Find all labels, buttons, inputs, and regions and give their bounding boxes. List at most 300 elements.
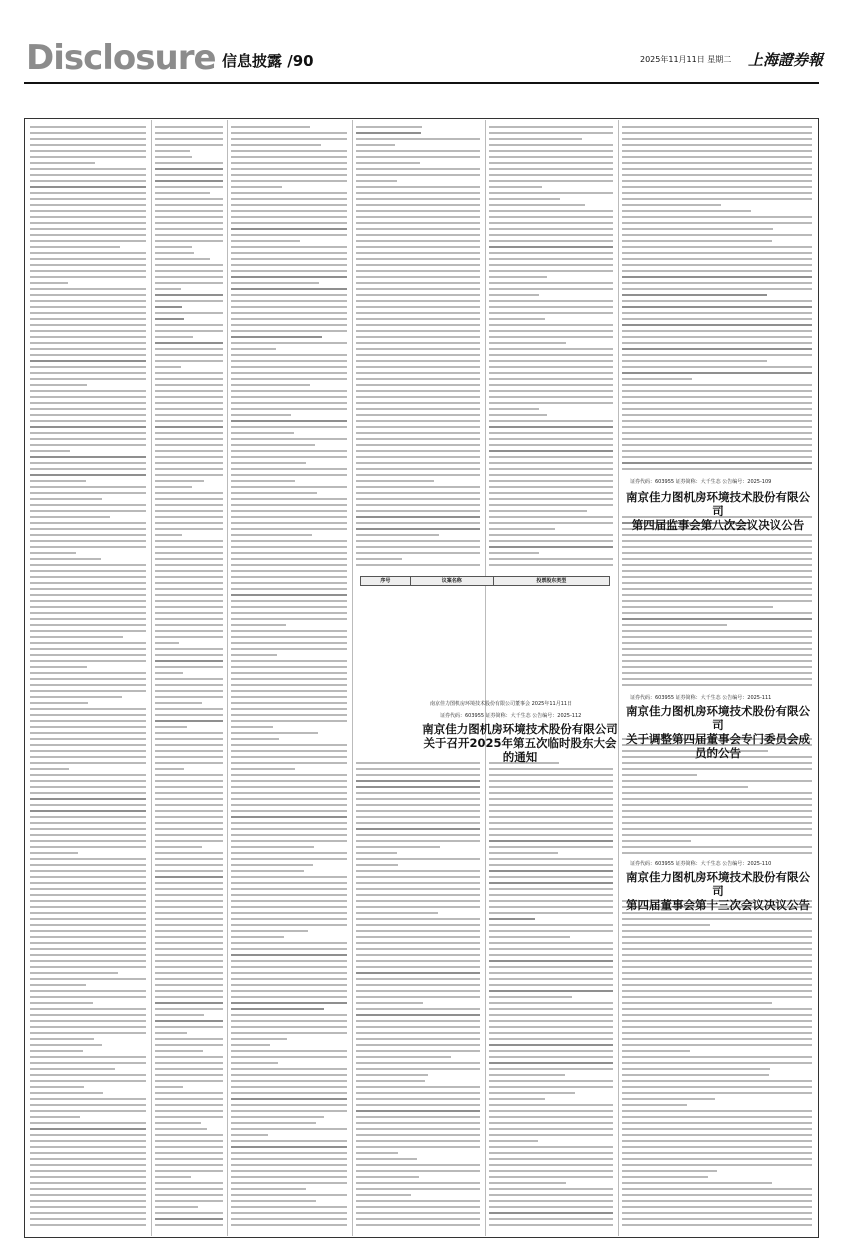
text-line — [30, 1062, 146, 1064]
text-line — [30, 282, 68, 284]
text-line — [356, 906, 480, 908]
text-line — [622, 1056, 812, 1058]
text-line — [155, 606, 223, 608]
text-line — [622, 282, 812, 284]
text-line — [622, 540, 812, 542]
text-line — [356, 198, 480, 200]
text-line — [30, 1212, 146, 1214]
text-line — [30, 666, 87, 668]
text-line — [155, 432, 223, 434]
text-line — [231, 1182, 347, 1184]
text-line — [489, 438, 613, 440]
text-line — [356, 498, 480, 500]
text-line — [155, 288, 181, 290]
text-line — [489, 1068, 613, 1070]
text-line — [231, 474, 347, 476]
text-line — [622, 798, 812, 800]
text-line — [622, 294, 767, 296]
text-line — [489, 324, 613, 326]
text-line — [155, 330, 223, 332]
text-line — [155, 852, 223, 854]
text-line — [30, 1020, 146, 1022]
text-line — [155, 648, 223, 650]
text-line — [231, 1146, 347, 1148]
text-line — [155, 1164, 223, 1166]
text-line — [489, 504, 613, 506]
text-line — [489, 768, 613, 770]
text-line — [489, 252, 613, 254]
text-line — [30, 960, 146, 962]
text-line — [231, 612, 347, 614]
text-line — [622, 828, 812, 830]
text-line — [155, 786, 223, 788]
text-line — [489, 1062, 613, 1064]
text-line — [155, 1146, 223, 1148]
text-line — [489, 942, 613, 944]
text-line — [489, 1116, 613, 1118]
text-line — [356, 936, 480, 938]
text-line — [622, 594, 812, 596]
text-line — [30, 408, 146, 410]
text-line — [231, 570, 347, 572]
text-line — [489, 1008, 613, 1010]
brand-wordmark: Disclosure — [26, 38, 216, 78]
text-line — [622, 1104, 687, 1106]
text-line — [155, 378, 223, 380]
text-line — [231, 324, 347, 326]
text-line — [231, 480, 295, 482]
text-line — [231, 486, 347, 488]
text-line — [231, 132, 347, 134]
text-line — [489, 264, 613, 266]
text-line — [231, 516, 347, 518]
text-line — [231, 150, 347, 152]
text-line — [155, 504, 223, 506]
text-line — [30, 738, 146, 740]
text-line — [231, 276, 347, 278]
text-line — [356, 984, 480, 986]
text-line — [231, 924, 347, 926]
text-line — [489, 1134, 613, 1136]
text-line — [356, 858, 480, 860]
text-line — [622, 678, 812, 680]
text-line — [30, 600, 146, 602]
text-line — [155, 816, 223, 818]
text-line — [489, 558, 613, 560]
text-line — [155, 900, 223, 902]
text-line — [155, 1206, 198, 1208]
text-line — [356, 264, 480, 266]
text-line — [356, 978, 480, 980]
text-line — [155, 1050, 203, 1052]
text-line — [30, 366, 146, 368]
text-line — [231, 504, 347, 506]
text-line — [30, 942, 146, 944]
text-line — [356, 384, 480, 386]
text-line — [155, 312, 223, 314]
text-line — [155, 828, 223, 830]
text-line — [356, 1056, 451, 1058]
text-line — [30, 834, 146, 836]
text-line — [622, 390, 812, 392]
text-line — [356, 1224, 480, 1226]
text-line — [231, 1176, 347, 1178]
text-line — [622, 984, 812, 986]
text-line — [489, 1050, 613, 1052]
text-line — [356, 1104, 480, 1106]
text-line — [30, 636, 123, 638]
text-line — [489, 354, 613, 356]
text-line — [356, 132, 421, 134]
text-line — [155, 714, 223, 716]
text-line — [622, 996, 812, 998]
text-line — [30, 804, 146, 806]
text-line — [489, 258, 613, 260]
text-line — [622, 942, 812, 944]
text-line — [231, 1062, 278, 1064]
notice-code-line: 证券代码：603955 证券简称：大千生态 公告编号：2025-111 — [630, 695, 772, 701]
text-line — [155, 1218, 223, 1220]
text-line — [489, 1086, 613, 1088]
text-line — [622, 1026, 812, 1028]
text-line — [489, 888, 613, 890]
text-line — [30, 900, 146, 902]
text-line — [622, 1212, 812, 1214]
text-line — [155, 960, 223, 962]
text-line — [231, 726, 273, 728]
notice-title-company: 南京佳力图机房环境技术股份有限公司 — [626, 870, 810, 898]
text-line — [155, 966, 223, 968]
text-line — [155, 894, 223, 896]
text-line — [356, 1020, 480, 1022]
text-line — [356, 216, 480, 218]
text-line — [489, 990, 613, 992]
text-line — [622, 1110, 812, 1112]
text-line — [356, 522, 480, 524]
text-line — [489, 330, 613, 332]
text-line — [30, 972, 118, 974]
text-line — [622, 1152, 812, 1154]
text-line — [30, 336, 146, 338]
text-line — [622, 840, 691, 842]
text-line — [155, 732, 223, 734]
text-line — [356, 894, 480, 896]
text-line — [155, 720, 223, 722]
text-line — [489, 270, 613, 272]
text-line — [489, 1026, 613, 1028]
text-line — [622, 168, 812, 170]
text-line — [489, 192, 613, 194]
text-line — [155, 396, 223, 398]
text-line — [231, 846, 314, 848]
text-line — [489, 306, 613, 308]
text-line — [231, 288, 347, 290]
issue-date: 2025年11月11日 星期二 — [640, 55, 732, 64]
table-header: 投票股东类型 — [493, 577, 609, 586]
text-line — [155, 870, 223, 872]
text-line — [155, 774, 223, 776]
text-line — [231, 312, 347, 314]
text-line — [356, 330, 480, 332]
text-line — [30, 1056, 146, 1058]
text-line — [155, 780, 223, 782]
text-line — [30, 924, 146, 926]
text-line — [356, 942, 480, 944]
text-line — [231, 1188, 306, 1190]
text-line — [489, 780, 613, 782]
text-line — [231, 1212, 347, 1214]
text-line — [231, 468, 347, 470]
text-line — [155, 690, 223, 692]
text-line — [30, 498, 102, 500]
text-line — [489, 240, 613, 242]
text-line — [356, 174, 480, 176]
text-line — [231, 1086, 347, 1088]
text-line — [622, 150, 812, 152]
text-line — [622, 570, 812, 572]
text-line — [356, 828, 480, 830]
text-line — [489, 1140, 538, 1142]
text-line — [489, 510, 587, 512]
text-line — [155, 1002, 223, 1004]
text-line — [30, 414, 146, 416]
text-line — [622, 240, 772, 242]
text-line — [356, 1032, 480, 1034]
text-line — [155, 558, 223, 560]
text-line — [231, 348, 276, 350]
text-line — [356, 282, 480, 284]
text-line — [489, 360, 613, 362]
text-line — [356, 204, 480, 206]
text-line — [489, 450, 613, 452]
text-line — [30, 1002, 93, 1004]
text-line — [622, 330, 812, 332]
text-line — [30, 612, 146, 614]
text-line — [356, 1038, 480, 1040]
text-line — [30, 450, 70, 452]
text-line — [155, 1176, 191, 1178]
text-line — [155, 1086, 183, 1088]
text-line — [622, 342, 812, 344]
text-line — [30, 630, 146, 632]
text-line — [231, 930, 308, 932]
text-line — [155, 168, 223, 170]
text-line — [30, 660, 146, 662]
signoff — [430, 700, 572, 707]
text-line — [155, 528, 223, 530]
text-line — [622, 276, 812, 278]
text-line — [30, 1074, 146, 1076]
text-line — [155, 756, 223, 758]
text-column-3 — [231, 124, 349, 1234]
text-line — [356, 372, 480, 374]
text-line — [155, 1224, 223, 1226]
text-line — [489, 894, 613, 896]
text-line — [231, 156, 347, 158]
text-line — [155, 192, 210, 194]
text-column-2 — [155, 124, 225, 1234]
text-line — [231, 1044, 270, 1046]
text-line — [155, 912, 223, 914]
text-line — [231, 720, 347, 722]
text-line — [155, 348, 223, 350]
text-line — [356, 774, 480, 776]
text-line — [30, 1104, 146, 1106]
text-line — [231, 1128, 347, 1130]
text-line — [30, 1170, 146, 1172]
text-line — [30, 840, 146, 842]
text-line — [356, 1146, 480, 1148]
text-line — [622, 1044, 812, 1046]
text-line — [622, 606, 773, 608]
text-line — [155, 954, 223, 956]
text-line — [356, 144, 395, 146]
text-line — [155, 918, 223, 920]
text-line — [622, 354, 812, 356]
text-line — [155, 1152, 223, 1154]
text-line — [155, 864, 223, 866]
text-line — [356, 804, 480, 806]
column-divider — [485, 120, 486, 1236]
text-line — [622, 1068, 770, 1070]
text-line — [356, 972, 480, 974]
text-line — [489, 918, 535, 920]
text-line — [231, 588, 347, 590]
text-line — [489, 1206, 613, 1208]
text-line — [231, 864, 313, 866]
text-line — [30, 1038, 94, 1040]
text-line — [231, 210, 347, 212]
text-line — [622, 1158, 812, 1160]
text-line — [622, 450, 812, 452]
text-line — [622, 312, 812, 314]
text-line — [155, 678, 223, 680]
text-line — [622, 768, 812, 770]
text-line — [622, 918, 812, 920]
text-line — [622, 618, 812, 620]
text-line — [30, 1194, 146, 1196]
text-line — [231, 1050, 347, 1052]
text-line — [622, 762, 812, 764]
text-line — [622, 666, 812, 668]
text-line — [356, 1062, 480, 1064]
text-line — [622, 360, 767, 362]
text-line — [231, 414, 291, 416]
text-line — [30, 936, 146, 938]
text-line — [489, 180, 613, 182]
text-line — [155, 282, 223, 284]
text-line — [30, 354, 146, 356]
text-line — [30, 540, 146, 542]
text-line — [30, 132, 146, 134]
text-line — [155, 642, 179, 644]
text-line — [622, 1002, 772, 1004]
text-line — [489, 522, 613, 524]
text-line — [622, 306, 812, 308]
text-line — [356, 396, 480, 398]
text-line — [622, 366, 812, 368]
text-line — [489, 384, 613, 386]
text-line — [30, 210, 146, 212]
text-line — [30, 174, 146, 176]
text-line — [155, 582, 223, 584]
text-line — [155, 150, 190, 152]
text-line — [30, 1206, 146, 1208]
text-line — [231, 912, 347, 914]
text-line — [489, 960, 613, 962]
text-line — [356, 312, 480, 314]
text-line — [155, 684, 223, 686]
text-line — [489, 1122, 613, 1124]
column-divider — [227, 120, 228, 1236]
text-line — [155, 480, 204, 482]
text-line — [489, 474, 613, 476]
text-line — [155, 618, 223, 620]
text-line — [231, 1074, 347, 1076]
text-line — [356, 288, 480, 290]
text-line — [356, 792, 480, 794]
text-line — [489, 138, 582, 140]
text-line — [231, 378, 347, 380]
text-line — [622, 420, 812, 422]
text-line — [489, 966, 613, 968]
text-line — [231, 1140, 347, 1142]
text-line — [155, 798, 223, 800]
text-line — [231, 1026, 347, 1028]
text-line — [30, 1158, 146, 1160]
text-line — [356, 300, 480, 302]
text-line — [155, 426, 223, 428]
text-line — [30, 762, 146, 764]
text-line — [489, 162, 613, 164]
text-line — [356, 444, 480, 446]
text-line — [231, 492, 317, 494]
text-line — [622, 648, 812, 650]
text-line — [231, 804, 347, 806]
text-line — [30, 1068, 115, 1070]
text-line — [356, 834, 480, 836]
text-line — [30, 522, 146, 524]
text-line — [231, 462, 306, 464]
text-line — [356, 324, 480, 326]
text-line — [30, 516, 110, 518]
text-line — [30, 912, 146, 914]
text-line — [231, 1014, 347, 1016]
text-line — [489, 300, 613, 302]
text-line — [231, 1038, 287, 1040]
text-line — [622, 972, 812, 974]
text-line — [489, 480, 613, 482]
text-line — [489, 1182, 566, 1184]
text-line — [622, 810, 812, 812]
text-line — [356, 534, 439, 536]
text-line — [356, 546, 480, 548]
text-line — [231, 174, 347, 176]
text-line — [30, 624, 146, 626]
text-line — [155, 240, 223, 242]
text-line — [356, 486, 480, 488]
text-line — [489, 1110, 613, 1112]
text-line — [356, 420, 480, 422]
text-line — [489, 1194, 613, 1196]
text-line — [622, 174, 812, 176]
text-line — [489, 1218, 613, 1220]
text-line — [231, 402, 347, 404]
text-line — [231, 666, 347, 668]
text-line — [489, 204, 585, 206]
text-line — [155, 324, 223, 326]
text-line — [489, 210, 613, 212]
